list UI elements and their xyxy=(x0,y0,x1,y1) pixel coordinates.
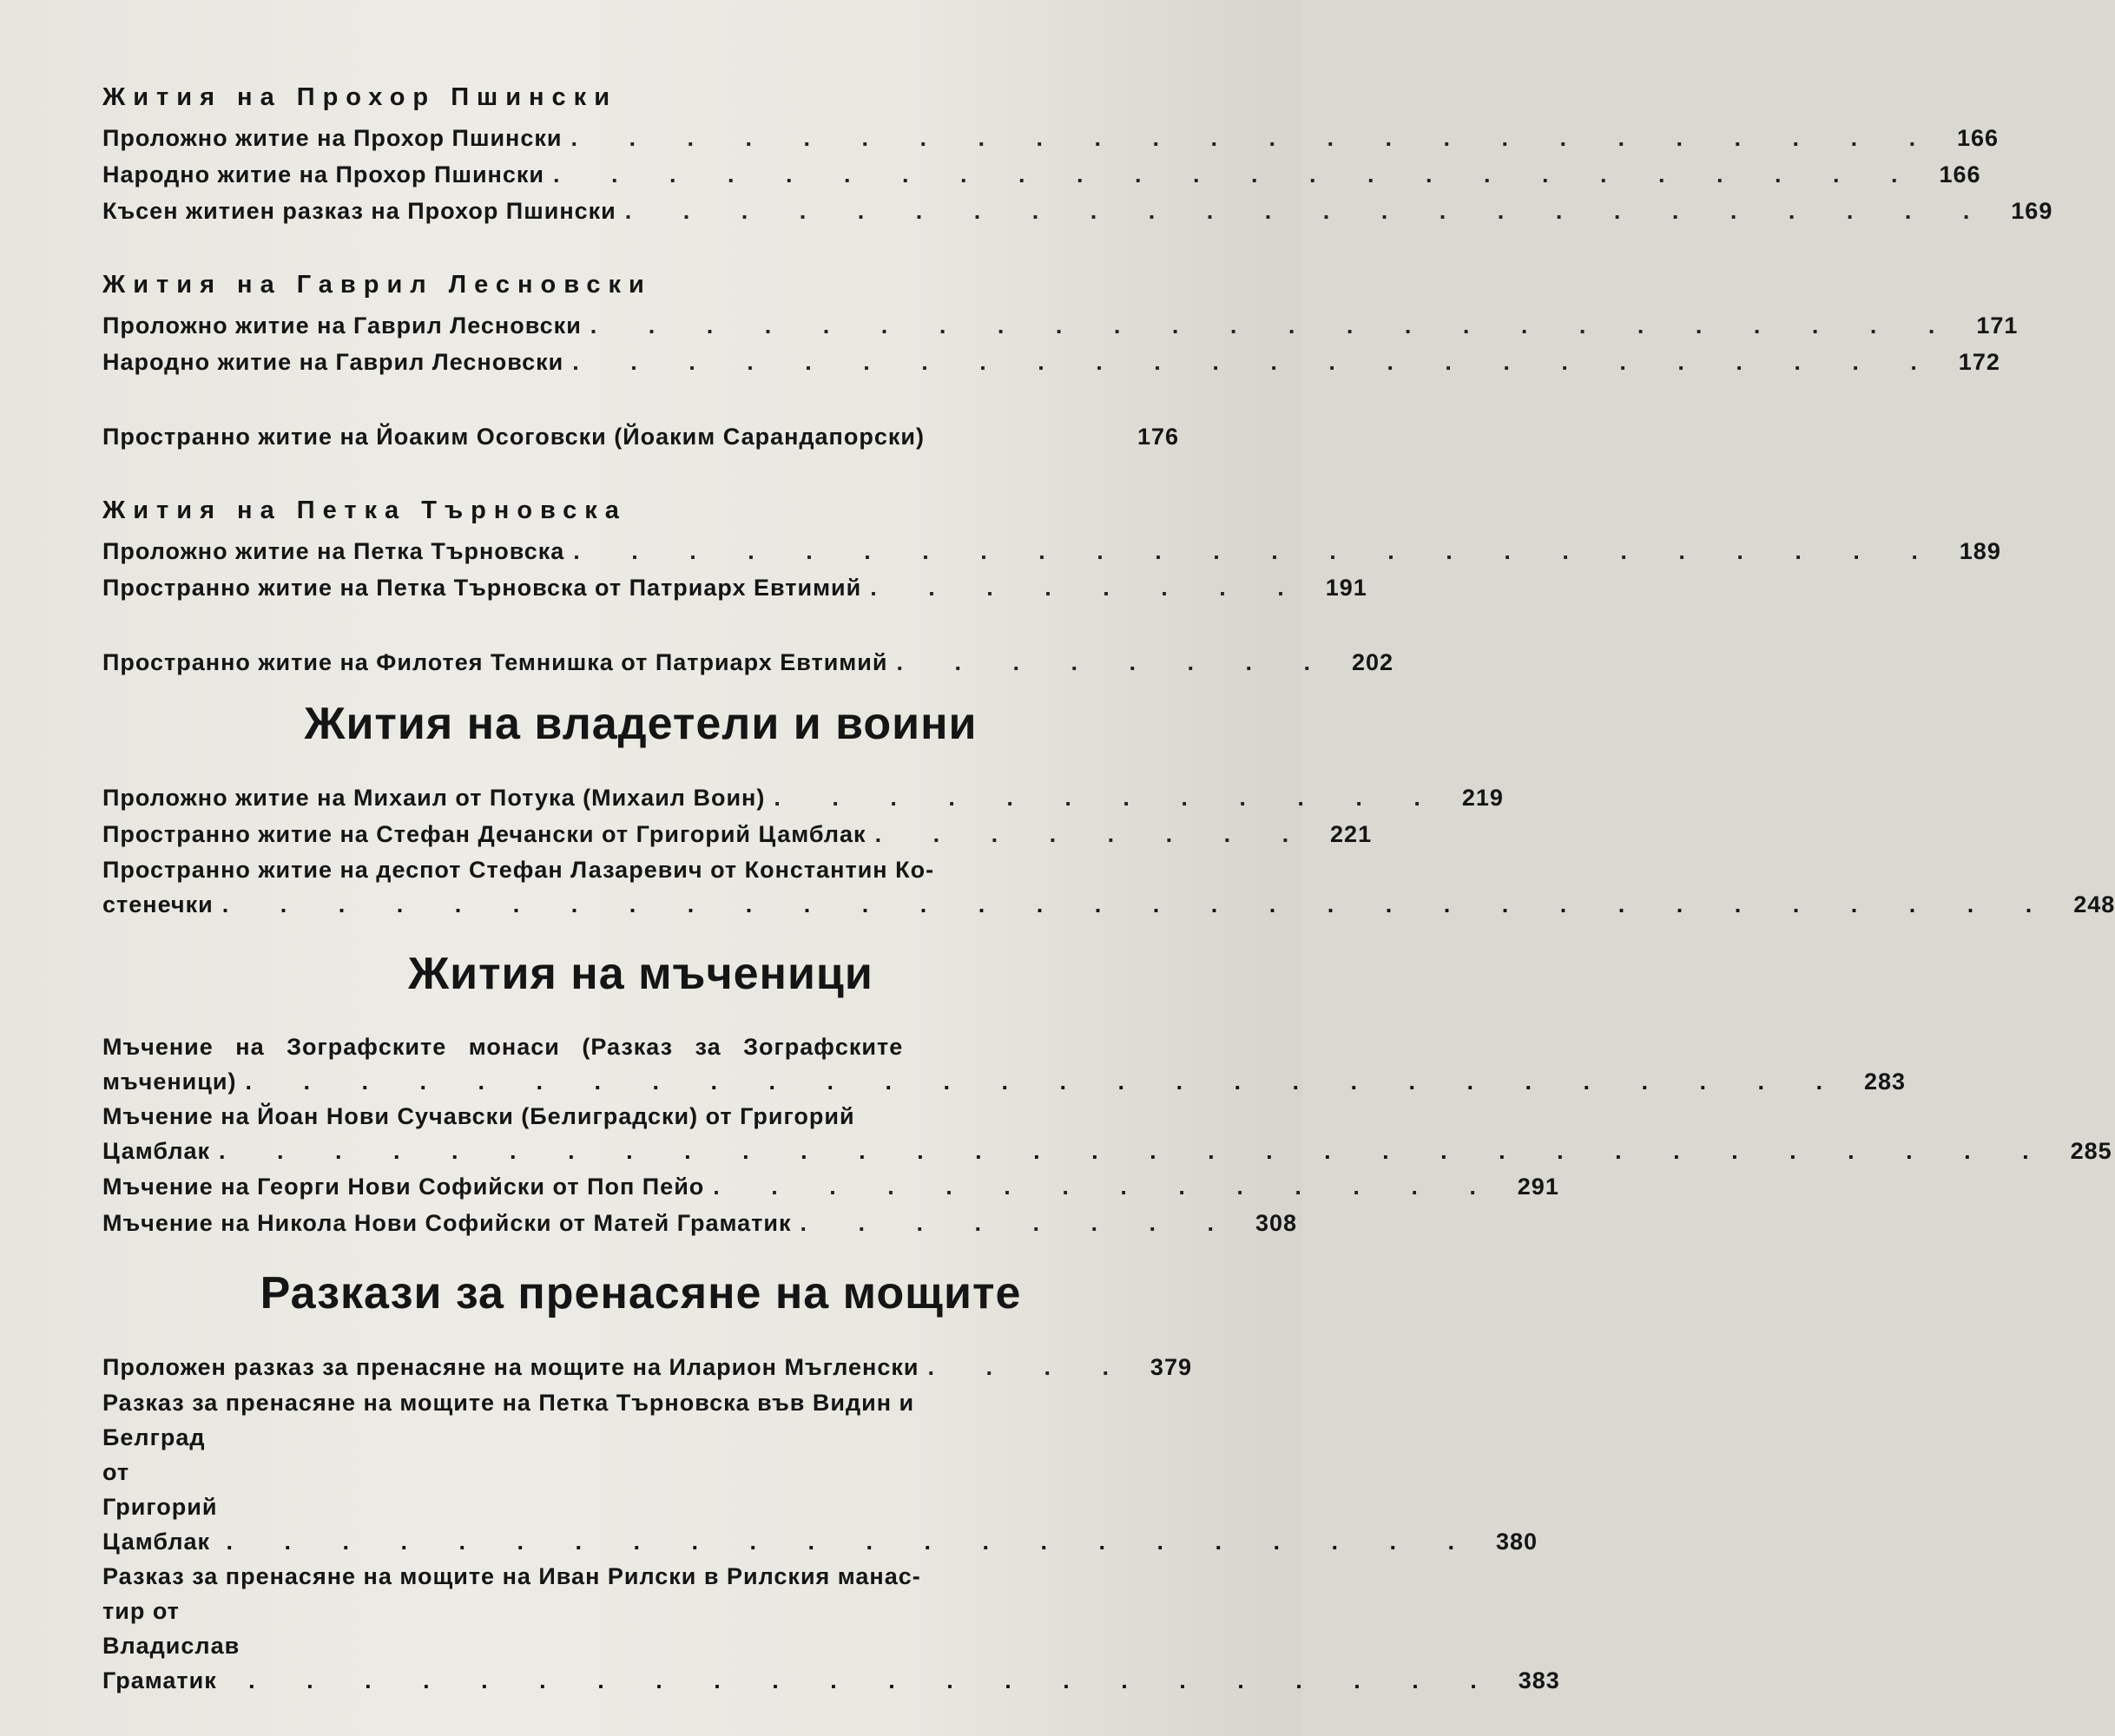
toc-entry xyxy=(102,644,1394,681)
entry-title: Пространно житие на Петка Търновска от Патриарх Евтимий xyxy=(102,575,862,601)
entry-title: Проложен разказ за пренасяне на мощите на Иларион Мъгленски xyxy=(102,1354,919,1380)
entry-title-line1: Пространно житие на деспот Стефан Лазаревич от Константин Ко- xyxy=(102,857,935,883)
toc-entry-multiline xyxy=(102,1099,2112,1168)
entry-line2 xyxy=(102,1134,2112,1168)
leader-dots: . . . . . . . . . . . . . . . . . . . . . . . . xyxy=(624,198,1993,224)
table-of-contents xyxy=(102,80,2115,1736)
toc-group-petka xyxy=(102,493,2001,606)
entry-title: Късен житиен разказ на Прохор Пшински xyxy=(102,198,616,224)
entry-page-number: 221 xyxy=(1330,821,1373,847)
entry-page-number: 176 xyxy=(1137,424,1179,450)
leader-dots: . . . . . . . . . . . . xyxy=(774,785,1443,811)
leader-dots: . . . . . . . . . . . . . . . . . . . . . . xyxy=(248,1667,1499,1693)
entry-page-number: 308 xyxy=(1255,1210,1297,1236)
entry-title-line2: Цамблак xyxy=(102,1138,211,1164)
entry-page-number: 202 xyxy=(1351,649,1394,675)
leader-dots: . . . . . . . . . . . . . . . . . . . . . . . . xyxy=(552,161,1921,187)
entry-page-number: 285 xyxy=(2070,1138,2112,1164)
toc-group-prohor xyxy=(102,80,2053,229)
entry-title-line2: тир от Владислав Граматик xyxy=(102,1598,240,1693)
section-heading: Разкази за пренасяне на мощите xyxy=(260,1268,1022,1318)
leader-dots: . . . . . . . . xyxy=(874,821,1312,847)
entry-page-number: 291 xyxy=(1517,1174,1559,1200)
toc-section-relics xyxy=(102,1349,1560,1698)
entry-line2 xyxy=(102,1420,1538,1559)
entry-title: Пространно житие на Стефан Дечански от Григорий Цамблак xyxy=(102,821,866,847)
entry-title: Проложно житие на Гаврил Лесновски xyxy=(102,312,582,339)
entry-page-number: 166 xyxy=(1957,125,2000,151)
toc-section-martyrs xyxy=(102,1029,2112,1241)
entry-line2 xyxy=(102,887,2115,922)
entry-title: Пространно житие на Йоаким Осоговски (Йоаким Сарандапорски) xyxy=(102,424,925,450)
entry-title: Пространно житие на Филотея Темнишка от Патриарх Евтимий xyxy=(102,649,888,675)
toc-entry xyxy=(102,344,2000,380)
group-title: Жития на Петка Търновска xyxy=(102,496,627,524)
toc-entry xyxy=(102,418,1179,455)
entry-page-number: 189 xyxy=(1959,538,2001,564)
entry-title: Мъчение на Георги Нови Софийски от Поп Пейо xyxy=(102,1174,705,1200)
entry-title-line1: Разказ за пренасяне на мощите на Иван Рилски в Рилския манас- xyxy=(102,1563,921,1589)
entry-page-number: 248 xyxy=(2073,891,2115,917)
group-title: Жития на Прохор Пшински xyxy=(102,83,618,111)
toc-group-gavril xyxy=(102,267,2019,380)
entry-page-number: 379 xyxy=(1150,1354,1192,1380)
toc-entry-multiline xyxy=(102,852,2115,922)
toc-entry xyxy=(102,816,1373,852)
toc-group-filoteya xyxy=(102,644,1394,681)
toc-section-rulers xyxy=(102,779,2115,922)
toc-entry-multiline xyxy=(102,1029,1907,1099)
entry-title: Народно житие на Гаврил Лесновски xyxy=(102,349,564,375)
toc-entry-multiline xyxy=(102,1559,1560,1698)
toc-entry xyxy=(102,569,1367,606)
entry-page-number: 172 xyxy=(1958,349,2000,375)
entry-page-number: 191 xyxy=(1325,575,1367,601)
section-heading: Жития на мъченици xyxy=(408,949,873,999)
entry-title-line1: Мъчение на Зографските монаси (Разказ за Зографските xyxy=(102,1034,904,1060)
entry-title: Народно житие на Прохор Пшински xyxy=(102,161,544,187)
entry-title: Проложно житие на Петка Търновска xyxy=(102,538,565,564)
entry-title-line1: Разказ за пренасяне на мощите на Петка Търновска във Видин и xyxy=(102,1390,915,1416)
entry-page-number: 283 xyxy=(1863,1069,1907,1095)
toc-entry xyxy=(102,120,2000,156)
toc-entry xyxy=(102,307,2019,344)
toc-group-joakim xyxy=(102,418,1179,455)
leader-dots: . . . . . . . . . . . . . . xyxy=(713,1174,1499,1200)
toc-entry xyxy=(102,1349,1192,1385)
leader-dots: . . . . . . . . . . . . . . . . . . . . . . . . . . . . xyxy=(245,1069,1846,1095)
entry-title-line1: Мъчение на Йоан Нови Сучавски (Белиградски) от Григорий xyxy=(102,1103,855,1129)
leader-dots: . . . . . . . . . . . . . . . . . . . . . . . . . . . . . . . . xyxy=(221,891,2055,917)
section-heading: Жития на владетели и воини xyxy=(304,699,978,749)
leader-dots: . . . . . . . . . . . . . . . . . . . . . . . . xyxy=(570,125,1939,151)
entry-title-line2: стенечки xyxy=(102,891,214,917)
entry-title: Проложно житие на Прохор Пшински xyxy=(102,125,563,151)
entry-page-number: 219 xyxy=(1461,785,1504,811)
leader-dots: . . . . . . . . . . . . . . . . . . . . . . . . xyxy=(590,312,1958,339)
group-title: Жития на Гаврил Лесновски xyxy=(102,271,652,299)
toc-entry xyxy=(102,156,1981,193)
entry-page-number: 380 xyxy=(1495,1529,1538,1555)
leader-dots: . . . . . . . . xyxy=(800,1210,1236,1236)
entry-page-number: 166 xyxy=(1939,161,1981,187)
leader-dots: . . . . . . . . . . . . . . . . . . . . . . xyxy=(226,1529,1478,1555)
entry-title: Мъчение на Никола Нови Софийски от Матей Граматик xyxy=(102,1210,792,1236)
entry-title-line2: мъченици) xyxy=(102,1069,237,1095)
entry-page-number: 383 xyxy=(1518,1667,1560,1693)
entry-title: Проложно житие на Михаил от Потука (Михаил Воин) xyxy=(102,785,766,811)
entry-title-line2: Белград от Григорий Цамблак xyxy=(102,1424,218,1555)
entry-page-number: 169 xyxy=(2011,198,2053,224)
entry-line2 xyxy=(102,1064,1907,1099)
leader-dots: . . . . . . . . xyxy=(870,575,1307,601)
leader-dots: . . . . . . . . . . . . . . . . . . . . . . . . . . . . . . . . xyxy=(219,1138,2052,1164)
leader-dots: . . . . . . . . . . . . . . . . . . . . . . . . xyxy=(572,349,1940,375)
toc-entry xyxy=(102,779,1504,816)
entry-line2 xyxy=(102,1594,1560,1698)
toc-entry xyxy=(102,193,2053,229)
toc-entry xyxy=(102,1168,1559,1205)
toc-entry xyxy=(102,533,2001,569)
leader-dots: . . . . xyxy=(927,1354,1131,1380)
leader-dots: . . . . . . . . . . . . . . . . . . . . . . . . xyxy=(573,538,1940,564)
toc-entry-multiline xyxy=(102,1385,1538,1559)
toc-entry xyxy=(102,1205,1297,1241)
entry-page-number: 171 xyxy=(1976,312,2019,339)
leader-dots: . . . . . . . . xyxy=(896,649,1334,675)
